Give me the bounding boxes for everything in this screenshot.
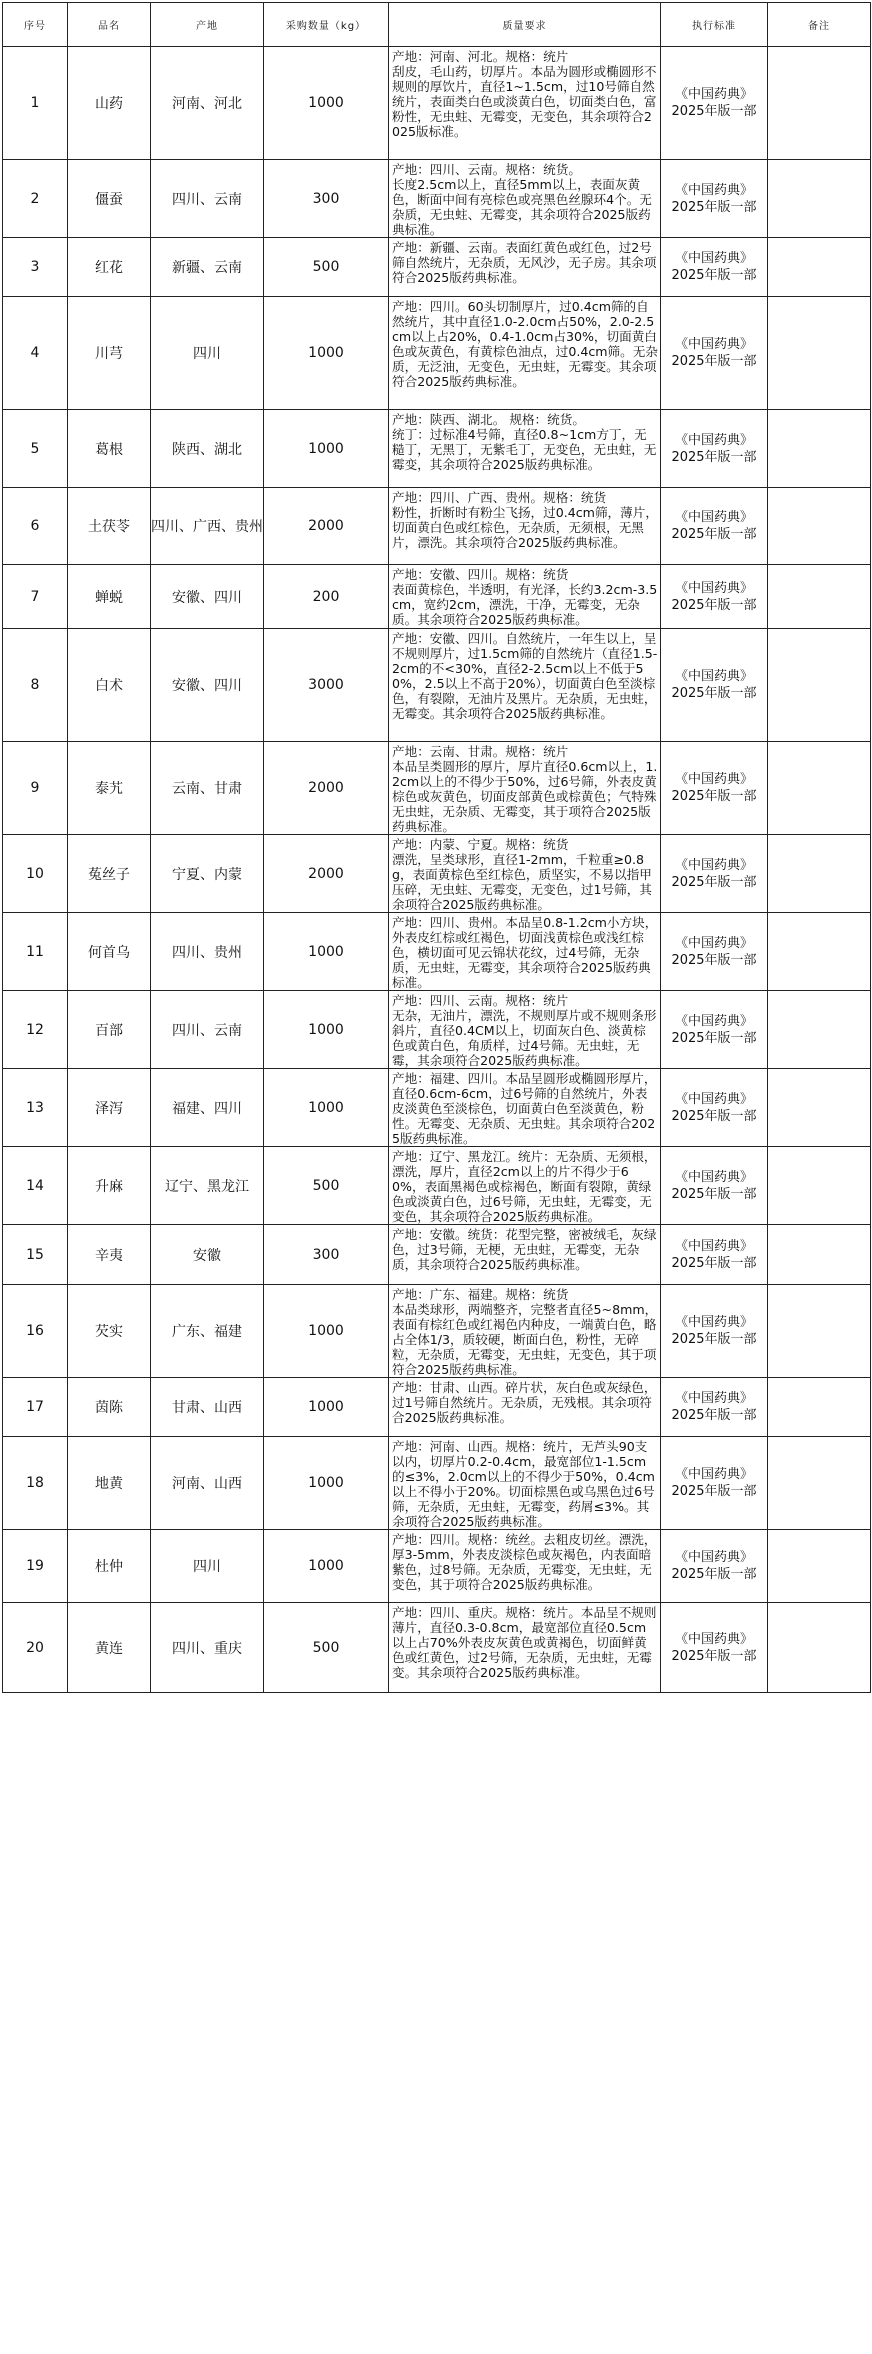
quality-requirements-cell: 产地：四川、广西、贵州。规格：统货 粉性，折断时有粉尘飞扬，过0.4cm筛，薄片，切面黄白色或红棕色，无杂质，无须根，无黑片，漂洗。其余项符合2025版药典标准。 bbox=[389, 488, 661, 565]
quantity-cell: 200 bbox=[264, 565, 389, 629]
header-origin: 产地 bbox=[151, 3, 264, 47]
quality-requirements-cell: 产地：内蒙、宁夏。规格：统货 漂洗，呈类球形，直径1-2mm，千粒重≥0.8g，表面黄棕色至红棕色，质坚实，不易以指甲压碎，无虫蛀、无霉变，无变色，过1号筛，其余项符合2025版药典标准。 bbox=[389, 835, 661, 913]
standard-cell: 《中国药典》2025年版一部 bbox=[661, 629, 768, 742]
row-number-cell: 20 bbox=[3, 1603, 68, 1693]
herb-name-cell: 何首乌 bbox=[68, 913, 151, 991]
origin-cell: 云南、甘肃 bbox=[151, 742, 264, 835]
quality-requirements-cell: 产地：四川、云南。规格：统货。 长度2.5cm以上，直径5mm以上，表面灰黄色，断面中间有亮棕色或亮黑色丝腺环4个。无杂质，无虫蛀、无霉变，其余项符合2025版药典标准。 bbox=[389, 160, 661, 238]
origin-cell: 河南、河北 bbox=[151, 47, 264, 160]
quantity-cell: 1000 bbox=[264, 47, 389, 160]
standard-cell: 《中国药典》2025年版一部 bbox=[661, 1603, 768, 1693]
standard-cell: 《中国药典》2025年版一部 bbox=[661, 297, 768, 410]
header-row bbox=[3, 3, 871, 47]
origin-cell: 安徽、四川 bbox=[151, 565, 264, 629]
origin-cell: 福建、四川 bbox=[151, 1069, 264, 1147]
table-row bbox=[3, 913, 871, 991]
herb-name-cell: 杜仲 bbox=[68, 1530, 151, 1603]
table-row bbox=[3, 410, 871, 488]
origin-cell: 四川、重庆 bbox=[151, 1603, 264, 1693]
standard-cell: 《中国药典》2025年版一部 bbox=[661, 742, 768, 835]
header-no: 序号 bbox=[3, 3, 68, 47]
note-cell bbox=[768, 565, 871, 629]
row-number-cell: 10 bbox=[3, 835, 68, 913]
header-note: 备注 bbox=[768, 3, 871, 47]
header-standard: 执行标准 bbox=[661, 3, 768, 47]
row-number-cell: 12 bbox=[3, 991, 68, 1069]
note-cell bbox=[768, 1603, 871, 1693]
table-row bbox=[3, 1069, 871, 1147]
origin-cell: 四川、贵州 bbox=[151, 913, 264, 991]
origin-cell: 四川 bbox=[151, 297, 264, 410]
herb-name-cell: 山药 bbox=[68, 47, 151, 160]
header-requirements: 质量要求 bbox=[389, 3, 661, 47]
note-cell bbox=[768, 742, 871, 835]
note-cell bbox=[768, 160, 871, 238]
herb-name-cell: 泽泻 bbox=[68, 1069, 151, 1147]
origin-cell: 四川、云南 bbox=[151, 160, 264, 238]
origin-cell: 四川 bbox=[151, 1530, 264, 1603]
standard-cell: 《中国药典》2025年版一部 bbox=[661, 47, 768, 160]
quantity-cell: 3000 bbox=[264, 629, 389, 742]
standard-cell: 《中国药典》2025年版一部 bbox=[661, 913, 768, 991]
herb-name-cell: 蝉蜕 bbox=[68, 565, 151, 629]
table-row bbox=[3, 835, 871, 913]
herb-name-cell: 辛夷 bbox=[68, 1225, 151, 1285]
row-number-cell: 3 bbox=[3, 238, 68, 297]
quantity-cell: 1000 bbox=[264, 1069, 389, 1147]
herb-name-cell: 菟丝子 bbox=[68, 835, 151, 913]
quality-requirements-cell: 产地：安徽、四川。自然统片，一年生以上，呈不规则厚片，过1.5cm筛的自然统片（直径1.5-2cm的不<30%，直径2-2.5cm以上不低于50%，2.5以上不高于20%），切面黄白色至淡棕色，有裂隙，无油片及黑片。无杂质，无虫蛀，无霉变。其余项符合2025版药典标准。 bbox=[389, 629, 661, 742]
quality-requirements-cell: 产地：安徽。统货：花型完整，密被绒毛，灰绿色，过3号筛，无梗，无虫蛀，无霉变，无杂质，其余项符合2025版药典标准。 bbox=[389, 1225, 661, 1285]
quantity-cell: 2000 bbox=[264, 488, 389, 565]
origin-cell: 安徽 bbox=[151, 1225, 264, 1285]
table-row bbox=[3, 629, 871, 742]
note-cell bbox=[768, 488, 871, 565]
table-row bbox=[3, 160, 871, 238]
quality-requirements-cell: 产地：辽宁、黑龙江。统片：无杂质、无须根，漂洗，厚片，直径2cm以上的片不得少于60%，表面黑褐色或棕褐色，断面有裂隙，黄绿色或淡黄白色，过6号筛，无虫蛀，无霉变，无变色，其余项符合2025版药典标准。 bbox=[389, 1147, 661, 1225]
table-row bbox=[3, 297, 871, 410]
note-cell bbox=[768, 1069, 871, 1147]
quantity-cell: 1000 bbox=[264, 410, 389, 488]
row-number-cell: 9 bbox=[3, 742, 68, 835]
quality-requirements-cell: 产地：云南、甘肃。规格：统片 本品呈类圆形的厚片，厚片直径0.6cm以上，1.2cm以上的不得少于50%，过6号筛，外表皮黄棕色或灰黄色，切面皮部黄色或棕黄色；气特殊无虫蛀，无杂质、无霉变，其于项符合2025版药典标准。 bbox=[389, 742, 661, 835]
procurement-table bbox=[2, 2, 871, 1693]
standard-cell: 《中国药典》2025年版一部 bbox=[661, 1437, 768, 1530]
row-number-cell: 18 bbox=[3, 1437, 68, 1530]
row-number-cell: 4 bbox=[3, 297, 68, 410]
quality-requirements-cell: 产地：福建、四川。本品呈圆形或椭圆形厚片，直径0.6cm-6cm，过6号筛的自然统片，外表皮淡黄色至淡棕色，切面黄白色至淡黄色，粉性。无霉变、无杂质、无虫蛀。其余项符合2025版药典标准。 bbox=[389, 1069, 661, 1147]
herb-name-cell: 白术 bbox=[68, 629, 151, 742]
standard-cell: 《中国药典》2025年版一部 bbox=[661, 1378, 768, 1437]
standard-cell: 《中国药典》2025年版一部 bbox=[661, 1285, 768, 1378]
note-cell bbox=[768, 1437, 871, 1530]
note-cell bbox=[768, 913, 871, 991]
table-row bbox=[3, 565, 871, 629]
quality-requirements-cell: 产地：河南、山西。规格：统片，无芦头90支以内，切厚片0.2-0.4cm，最宽部位1-1.5cm的≤3%，2.0cm以上的不得少于50%，0.4cm以上不得小于20%。切面棕黑色或乌黑色过6号筛，无杂质，无虫蛀，无霉变，药屑≤3%。其余项符合2025版药典标准。 bbox=[389, 1437, 661, 1530]
standard-cell: 《中国药典》2025年版一部 bbox=[661, 835, 768, 913]
herb-name-cell: 红花 bbox=[68, 238, 151, 297]
table-row bbox=[3, 1285, 871, 1378]
row-number-cell: 1 bbox=[3, 47, 68, 160]
table-row bbox=[3, 47, 871, 160]
quality-requirements-cell: 产地：甘肃、山西。碎片状，灰白色或灰绿色，过1号筛自然统片。无杂质，无残根。其余项符合2025版药典标准。 bbox=[389, 1378, 661, 1437]
quality-requirements-cell: 产地：四川、云南。规格：统片 无杂，无油片，漂洗，不规则厚片或不规则条形斜片，直径0.4CM以上，切面灰白色、淡黄棕色或黄白色，角质样，过4号筛。无虫蛀，无霉，其余项符合2025版药典标准。 bbox=[389, 991, 661, 1069]
table-row bbox=[3, 1437, 871, 1530]
row-number-cell: 13 bbox=[3, 1069, 68, 1147]
quantity-cell: 1000 bbox=[264, 1530, 389, 1603]
note-cell bbox=[768, 1378, 871, 1437]
quantity-cell: 2000 bbox=[264, 742, 389, 835]
quantity-cell: 1000 bbox=[264, 1437, 389, 1530]
note-cell bbox=[768, 297, 871, 410]
note-cell bbox=[768, 238, 871, 297]
note-cell bbox=[768, 1225, 871, 1285]
quality-requirements-cell: 产地：新疆、云南。表面红黄色或红色，过2号筛自然统片，无杂质，无风沙，无子房。其余项符合2025版药典标准。 bbox=[389, 238, 661, 297]
herb-name-cell: 茵陈 bbox=[68, 1378, 151, 1437]
standard-cell: 《中国药典》2025年版一部 bbox=[661, 1147, 768, 1225]
row-number-cell: 8 bbox=[3, 629, 68, 742]
row-number-cell: 11 bbox=[3, 913, 68, 991]
note-cell bbox=[768, 1530, 871, 1603]
row-number-cell: 19 bbox=[3, 1530, 68, 1603]
herb-name-cell: 黄连 bbox=[68, 1603, 151, 1693]
row-number-cell: 16 bbox=[3, 1285, 68, 1378]
table-row bbox=[3, 1603, 871, 1693]
quality-requirements-cell: 产地：安徽、四川。规格：统货 表面黄棕色，半透明，有光泽，长约3.2cm-3.5cm，宽约2cm，漂洗，干净，无霉变，无杂质。其余项符合2025版药典标准。 bbox=[389, 565, 661, 629]
note-cell bbox=[768, 835, 871, 913]
header-name: 品名 bbox=[68, 3, 151, 47]
herb-name-cell: 川芎 bbox=[68, 297, 151, 410]
origin-cell: 新疆、云南 bbox=[151, 238, 264, 297]
quantity-cell: 1000 bbox=[264, 991, 389, 1069]
standard-cell: 《中国药典》2025年版一部 bbox=[661, 991, 768, 1069]
standard-cell: 《中国药典》2025年版一部 bbox=[661, 565, 768, 629]
quantity-cell: 1000 bbox=[264, 1378, 389, 1437]
table-row bbox=[3, 1225, 871, 1285]
standard-cell: 《中国药典》2025年版一部 bbox=[661, 1225, 768, 1285]
herb-name-cell: 土茯苓 bbox=[68, 488, 151, 565]
table-row bbox=[3, 1530, 871, 1603]
quality-requirements-cell: 产地：河南、河北。规格：统片 刮皮，毛山药，切厚片。本品为圆形或椭圆形不规则的厚饮片，直径1~1.5cm，过10号筛自然统片，表面类白色或淡黄白色，切面类白色，富粉性，无虫蛀、无霉变，无变色，其余项符合2025版标准。 bbox=[389, 47, 661, 160]
origin-cell: 广东、福建 bbox=[151, 1285, 264, 1378]
quantity-cell: 1000 bbox=[264, 297, 389, 410]
origin-cell: 四川、广西、贵州 bbox=[151, 488, 264, 565]
standard-cell: 《中国药典》2025年版一部 bbox=[661, 238, 768, 297]
quantity-cell: 500 bbox=[264, 1147, 389, 1225]
note-cell bbox=[768, 1285, 871, 1378]
origin-cell: 四川、云南 bbox=[151, 991, 264, 1069]
herb-name-cell: 百部 bbox=[68, 991, 151, 1069]
row-number-cell: 7 bbox=[3, 565, 68, 629]
table-row bbox=[3, 488, 871, 565]
row-number-cell: 14 bbox=[3, 1147, 68, 1225]
herb-name-cell: 泰艽 bbox=[68, 742, 151, 835]
quantity-cell: 500 bbox=[264, 238, 389, 297]
header-quantity: 采购数量（kg） bbox=[264, 3, 389, 47]
herb-name-cell: 葛根 bbox=[68, 410, 151, 488]
quality-requirements-cell: 产地：四川、贵州。本品呈0.8-1.2cm小方块，外表皮红棕或红褐色，切面浅黄棕色或浅红棕色，横切面可见云锦状花纹，过4号筛，无杂质，无虫蛀，无霉变，其余项符合2025版药典标准。 bbox=[389, 913, 661, 991]
row-number-cell: 15 bbox=[3, 1225, 68, 1285]
standard-cell: 《中国药典》2025年版一部 bbox=[661, 488, 768, 565]
herb-name-cell: 地黄 bbox=[68, 1437, 151, 1530]
row-number-cell: 17 bbox=[3, 1378, 68, 1437]
quality-requirements-cell: 产地：四川、重庆。规格：统片。本品呈不规则薄片，直径0.3-0.8cm，最宽部位直径0.5cm以上占70%外表皮灰黄色或黄褐色，切面鲜黄色或红黄色，过2号筛，无杂质，无虫蛀，无霉变。其余项符合2025版药典标准。 bbox=[389, 1603, 661, 1693]
quantity-cell: 300 bbox=[264, 1225, 389, 1285]
table-row bbox=[3, 238, 871, 297]
table-row bbox=[3, 1378, 871, 1437]
standard-cell: 《中国药典》2025年版一部 bbox=[661, 410, 768, 488]
note-cell bbox=[768, 991, 871, 1069]
origin-cell: 安徽、四川 bbox=[151, 629, 264, 742]
herb-name-cell: 升麻 bbox=[68, 1147, 151, 1225]
quantity-cell: 2000 bbox=[264, 835, 389, 913]
quantity-cell: 500 bbox=[264, 1603, 389, 1693]
origin-cell: 辽宁、黑龙江 bbox=[151, 1147, 264, 1225]
row-number-cell: 2 bbox=[3, 160, 68, 238]
quality-requirements-cell: 产地：四川。规格：统丝。去粗皮切丝。漂洗，厚3-5mm，外表皮淡棕色或灰褐色，内表面暗紫色，过8号筛。无杂质，无霉变，无虫蛀，无变色，其于项符合2025版药典标准。 bbox=[389, 1530, 661, 1603]
note-cell bbox=[768, 1147, 871, 1225]
quantity-cell: 300 bbox=[264, 160, 389, 238]
origin-cell: 宁夏、内蒙 bbox=[151, 835, 264, 913]
origin-cell: 陕西、湖北 bbox=[151, 410, 264, 488]
quality-requirements-cell: 产地：陕西、湖北。 规格：统货。 统丁：过标准4号筛，直径0.8~1cm方丁，无糙丁，无黑丁，无紫毛丁，无变色，无虫蛀，无霉变，其余项符合2025版药典标准。 bbox=[389, 410, 661, 488]
herb-name-cell: 芡实 bbox=[68, 1285, 151, 1378]
table-row bbox=[3, 991, 871, 1069]
quantity-cell: 1000 bbox=[264, 913, 389, 991]
note-cell bbox=[768, 47, 871, 160]
quantity-cell: 1000 bbox=[264, 1285, 389, 1378]
table-row bbox=[3, 742, 871, 835]
note-cell bbox=[768, 629, 871, 742]
note-cell bbox=[768, 410, 871, 488]
row-number-cell: 6 bbox=[3, 488, 68, 565]
herb-name-cell: 僵蚕 bbox=[68, 160, 151, 238]
standard-cell: 《中国药典》2025年版一部 bbox=[661, 1530, 768, 1603]
standard-cell: 《中国药典》2025年版一部 bbox=[661, 160, 768, 238]
row-number-cell: 5 bbox=[3, 410, 68, 488]
quality-requirements-cell: 产地：四川。60头切制厚片，过0.4cm筛的自然统片，其中直径1.0-2.0cm占50%，2.0-2.5cm以上占20%，0.4-1.0cm占30%，切面黄白色或灰黄色，有黄棕色油点，过0.4cm筛。无杂质，无泛油，无变色，无虫蛀，无霉变。其余项符合2025版药典标准。 bbox=[389, 297, 661, 410]
origin-cell: 甘肃、山西 bbox=[151, 1378, 264, 1437]
origin-cell: 河南、山西 bbox=[151, 1437, 264, 1530]
standard-cell: 《中国药典》2025年版一部 bbox=[661, 1069, 768, 1147]
table-row bbox=[3, 1147, 871, 1225]
quality-requirements-cell: 产地：广东、福建。规格：统货 本品类球形，两端整齐，完整者直径5~8mm，表面有棕红色或红褐色内种皮，一端黄白色，略占全体1/3，质较硬，断面白色，粉性，无碎粒，无杂质，无霉变，无虫蛀，无变色，其于项符合2025版药典标准。 bbox=[389, 1285, 661, 1378]
